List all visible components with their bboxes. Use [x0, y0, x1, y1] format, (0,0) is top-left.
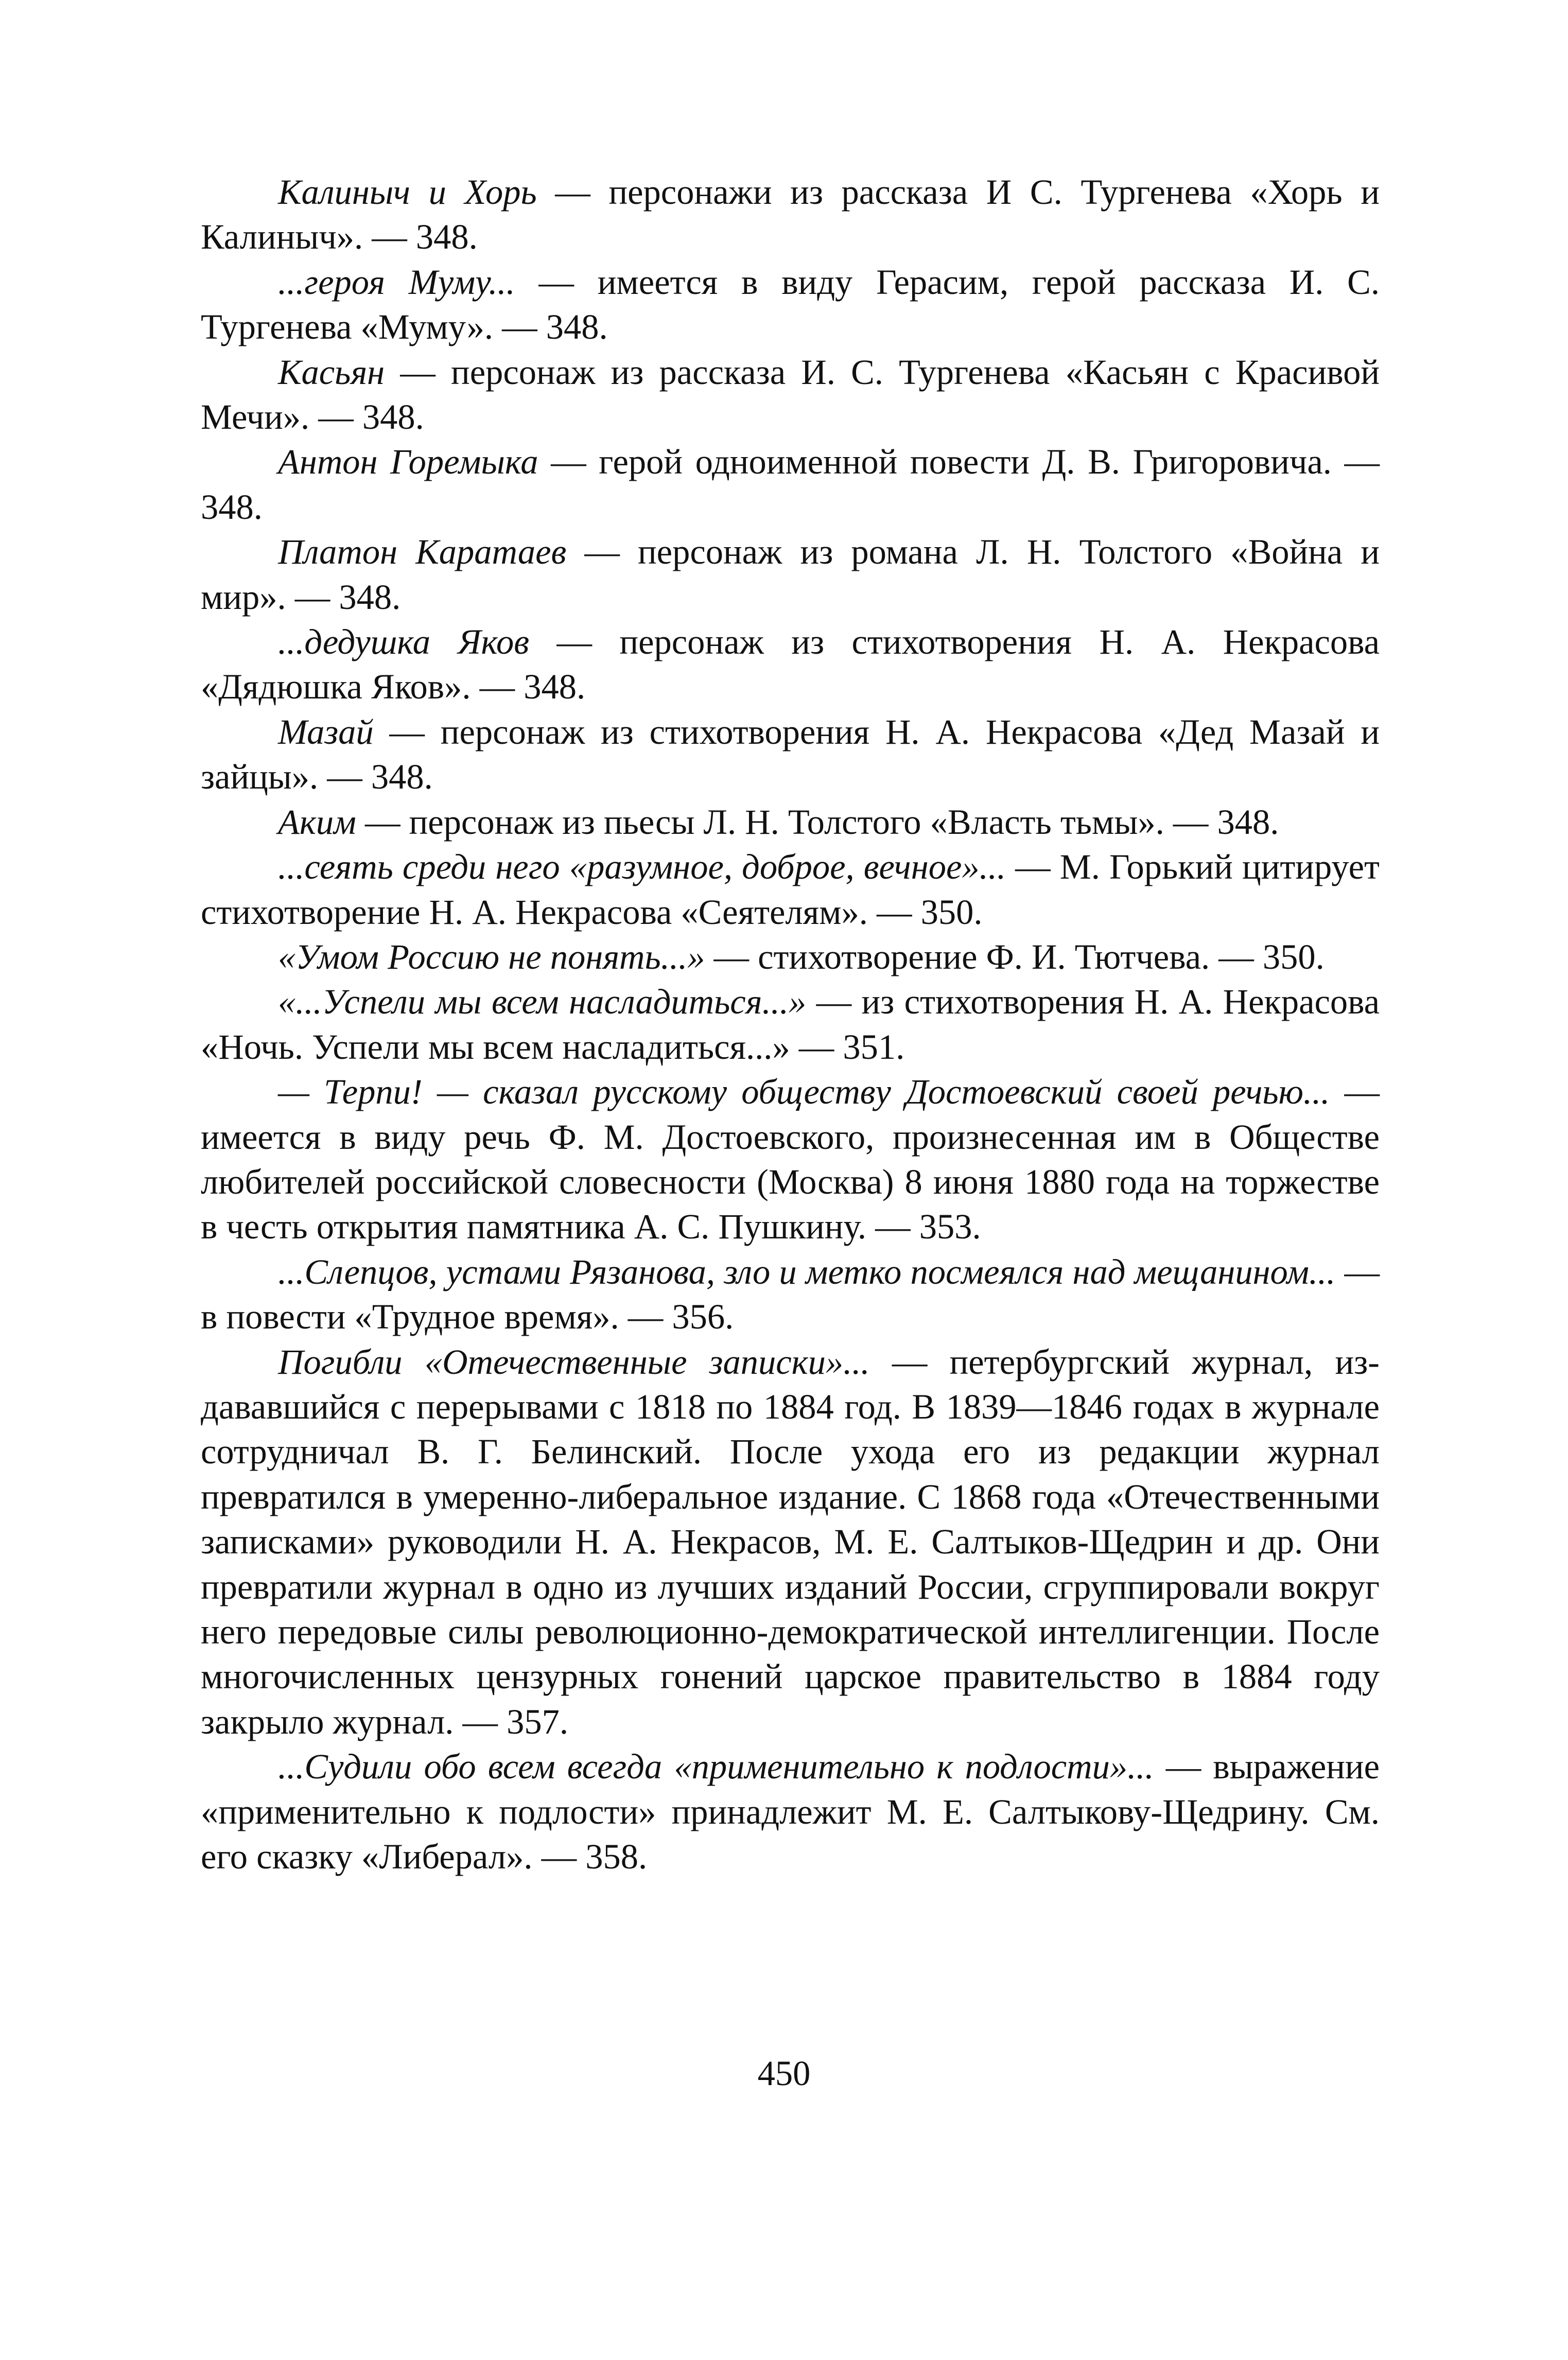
note-text: — персонаж из пьесы Л. Н. Толстого «Власть тьмы». — 348. — [356, 802, 1279, 842]
note-term: Мазай — [278, 712, 374, 751]
note-text: — петербургский журнал, издававшийся с перерывами с 1818 по 1884 год. В 1839—1846 годах в журнале сотрудничал В. Г. Белинский. После ухода его из редакции журнал превратился в умеренно-либеральное издание. С 1868 года «Отечественными записками» руководили Н. А. Некрасов, М. Е. Салтыков-Щедрин и др. Они превратили журнал в одно из лучших изданий России, сгруппировали вокруг него передовые силы революционно-демократической интеллигенции. После многочисленных цензурных гонений царское правительство в 1884 году закрыло журнал. — 357. — [201, 1342, 1380, 1741]
note-text: — в повести «Трудное время». — 356. — [201, 1252, 1380, 1337]
note-mazay — [201, 710, 1380, 800]
note-uspeli-my — [201, 980, 1380, 1070]
notes-page — [201, 170, 1380, 1879]
note-platon-karataev — [201, 530, 1380, 620]
note-term: Калиныч и Хорь — [278, 172, 537, 212]
note-primenitelno-k-podlosti — [201, 1744, 1380, 1879]
note-text: — персонаж из стихотворения Н. А. Некрасова «Дед Мазай и зайцы». — 348. — [201, 712, 1380, 797]
note-term: — Терпи! — сказал русскому обществу Достоевский своей речью... — [278, 1072, 1330, 1112]
note-term: ...сеять среди него «разумное, доброе, вечное»... — [278, 847, 1006, 887]
note-text: — выражение «применительно к подлости» принадлежит М. Е. Салтыкову-Щедрину. См. его сказку «Либерал». — 358. — [201, 1747, 1380, 1877]
note-text: — имеется в виду речь Ф. М. Достоевского, произнесенная им в Обществе любителей российской словесности (Москва) 8 июня 1880 года на торжестве в честь открытия памятника А. С. Пушкину. — 353. — [201, 1072, 1380, 1247]
note-text: — стихотворение Ф. И. Тютчева. — 350. — [705, 937, 1325, 976]
note-term: Антон Горемыка — [278, 442, 538, 482]
note-dedushka-yakov — [201, 620, 1380, 710]
note-text: — персонаж из рассказа И. С. Тургенева «Касьян с Красивой Мечи». — 348. — [201, 352, 1380, 437]
note-text: — из стихотворения Н. А. Некрасова «Ночь. Успели мы всем насладиться...» — 351. — [201, 982, 1380, 1067]
note-term: «...Успели мы всем насладиться...» — [278, 982, 807, 1022]
note-kasyan — [201, 350, 1380, 440]
note-term: Погибли «Отечественные записки»... — [278, 1342, 870, 1382]
note-term: ...дедушка Яков — [278, 622, 529, 662]
note-seyat-razumnoe — [201, 845, 1380, 935]
note-text: — М. Горький цитирует стихотворение Н. А. Некрасова «Сеятелям». — 350. — [201, 847, 1380, 932]
note-kalinych-khor — [201, 170, 1380, 260]
note-text: — персонажи из рассказа И С. Тургенева «Хорь и Калиныч». — 348. — [201, 172, 1380, 257]
note-terpi — [201, 1070, 1380, 1250]
note-text: — имеется в виду Герасим, герой рассказа И. С. Тургенева «Муму». — 348. — [201, 262, 1380, 347]
note-term: Платон Каратаев — [278, 532, 567, 572]
note-anton-goremyka — [201, 440, 1380, 530]
note-term: ...Судили обо всем всегда «применительно к подлости»... — [278, 1747, 1154, 1787]
note-otechestvennye-zapiski — [201, 1340, 1380, 1745]
note-term: «Умом Россию не понять...» — [278, 937, 705, 976]
note-text: — герой одноименной повести Д. В. Григоровича. — 348. — [201, 442, 1380, 527]
page-number: 450 — [757, 2054, 811, 2093]
note-term: Касьян — [278, 352, 385, 392]
note-term: ...Слепцов, устами Рязанова, зло и метко посмеялся над мещанином... — [278, 1252, 1336, 1291]
note-umom-rossiyu — [201, 935, 1380, 980]
note-term: ...героя Муму... — [278, 262, 515, 302]
note-mumu — [201, 260, 1380, 350]
note-sleptsov — [201, 1250, 1380, 1340]
note-text: — персонаж из романа Л. Н. Толстого «Война и мир». — 348. — [201, 532, 1380, 617]
note-text: — персонаж из стихотворения Н. А. Некрасова «Дядюшка Яков». — 348. — [201, 622, 1380, 707]
note-term: Аким — [278, 802, 356, 842]
note-akim — [201, 800, 1380, 845]
